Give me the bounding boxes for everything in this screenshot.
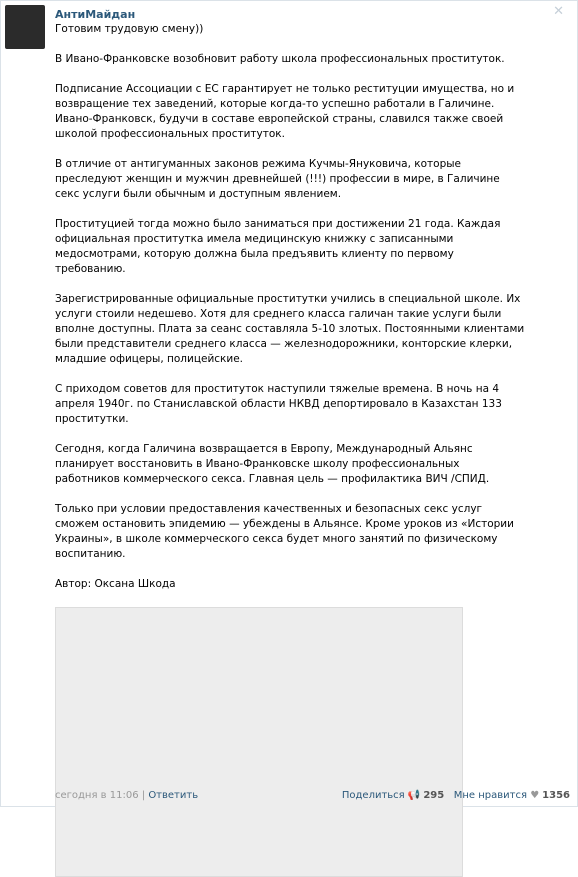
post-body — [55, 22, 525, 877]
attached-photo-placeholder[interactable] — [55, 607, 463, 877]
post-paragraph: Проституцией тогда можно было заниматься при достижении 21 года. Каждая официальная проститутка имела медицинскую книжку с записанными медосмотрами, которую должна была предъявить клиенту по первому требованию. — [55, 218, 501, 275]
post-paragraph: Сегодня, когда Галичина возвращается в Европу, Международный Альянс планирует восстановить в Ивано-Франковске школу профессиональных работников коммерческого секса. Главная цель — профилактика ВИЧ /СПИД. — [55, 443, 490, 485]
post-paragraph: Зарегистрированные официальные проститутки учились в специальной школе. Их услуги стоили недешево. Хотя для среднего класса галичан такие услуги были вполне доступны. Плата за сеанс составляла 5-10 злотых. Постоянными клиентами были представители среднего класса — железнодорожники, конторские клерки, младшие офицеры, полицейские. — [55, 293, 525, 365]
author-avatar[interactable] — [5, 5, 45, 49]
post-paragraph: С приходом советов для проституток наступили тяжелые времена. В ночь на 4 апреля 1940г. по Станиславской области НКВД депортировало в Казахстан 133 проститутки. — [55, 383, 502, 425]
like-count: 1356 — [542, 790, 570, 801]
post-paragraph: Подписание Ассоциации с ЕС гарантирует не только реституции имущества, но и возвращение тех заведений, которые когда-то успешно работали в Галичине. Ивано-Франковск, будучи в составе европейской страны, славился также своей школой профессиональных проституток. — [55, 83, 515, 140]
share-button[interactable]: Поделиться — [341, 790, 405, 801]
post-paragraph: Только при условии предоставления качественных и безопасных секс услуг сможем остановить эпидемию — убеждены в Альянсе. Кроме уроков из «Истории Украины», в школе коммерческого секса будет много занятий по физическому воспитанию. — [55, 503, 514, 560]
share-icon: 📢 — [407, 790, 421, 801]
post-paragraph: В отличие от антигуманных законов режима Кучмы-Януковича, которые преследуют женщин и мужчин древнейшей (!!!) профессии в мире, в Галичине секс услуги были обычным и доступным явлением. — [55, 158, 500, 200]
post-paragraph: В Ивано-Франковске возобновит работу школа профессиональных проституток. — [55, 53, 505, 65]
post-timestamp[interactable]: сегодня в 11:06 — [55, 790, 139, 801]
like-button[interactable]: Мне нравится — [453, 790, 527, 801]
reply-link[interactable]: Ответить — [148, 790, 199, 801]
author-name[interactable]: АнтиМайдан — [55, 8, 136, 21]
heart-icon[interactable]: ♥ — [530, 790, 540, 801]
post-author-credit: Автор: Оксана Шкода — [55, 578, 176, 590]
post-footer — [55, 788, 570, 803]
post-paragraph: Готовим трудовую смену)) — [55, 23, 204, 35]
footer-separator: | — [141, 790, 146, 801]
close-icon[interactable]: ✕ — [553, 4, 564, 19]
share-count: 295 — [423, 790, 445, 801]
